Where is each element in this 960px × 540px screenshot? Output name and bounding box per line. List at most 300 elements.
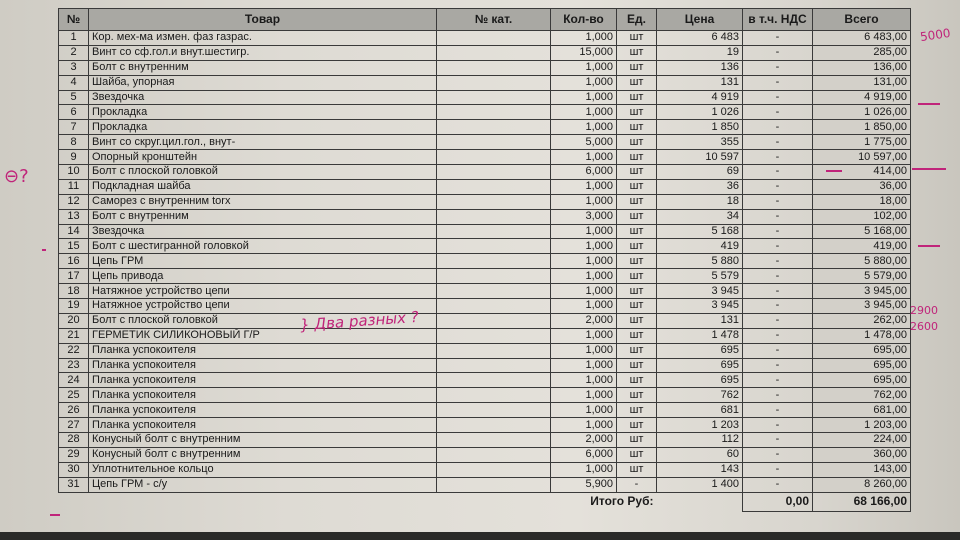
row-number: 27 <box>59 418 89 433</box>
table-row <box>59 299 911 314</box>
header-price: Цена <box>657 9 743 31</box>
row-number: 6 <box>59 105 89 120</box>
line-total: 1 026,00 <box>813 105 911 120</box>
row-number: 8 <box>59 135 89 150</box>
item-name: Прокладка <box>89 120 437 135</box>
line-total: 360,00 <box>813 447 911 462</box>
grand-total-label: Итого Руб: <box>590 494 654 509</box>
unit: шт <box>617 254 657 269</box>
vat: - <box>743 135 813 150</box>
line-total: 5 168,00 <box>813 224 911 239</box>
price: 131 <box>657 75 743 90</box>
handwritten-dash-row31 <box>50 514 60 516</box>
line-total: 695,00 <box>813 343 911 358</box>
quantity: 1,000 <box>551 403 617 418</box>
catalog-number <box>437 224 551 239</box>
line-total: 36,00 <box>813 179 911 194</box>
quantity: 1,000 <box>551 194 617 209</box>
unit: шт <box>617 135 657 150</box>
line-total: 224,00 <box>813 433 911 448</box>
table-row <box>59 284 911 299</box>
table-row <box>59 179 911 194</box>
vat: - <box>743 388 813 403</box>
vat: - <box>743 179 813 194</box>
item-name: Планка успокоителя <box>89 373 437 388</box>
catalog-number <box>437 418 551 433</box>
line-total: 136,00 <box>813 60 911 75</box>
catalog-number <box>437 447 551 462</box>
item-name: Болт с внутренним <box>89 209 437 224</box>
item-name: Натяжное устройство цепи <box>89 299 437 314</box>
row-number: 12 <box>59 194 89 209</box>
unit: шт <box>617 418 657 433</box>
row-number: 1 <box>59 31 89 46</box>
grand-total-vat: 0,00 <box>743 492 813 511</box>
item-name: Уплотнительное кольцо <box>89 462 437 477</box>
item-name: Планка успокоителя <box>89 343 437 358</box>
table-row <box>59 165 911 180</box>
table-row <box>59 105 911 120</box>
catalog-number <box>437 45 551 60</box>
unit: шт <box>617 343 657 358</box>
handwritten-note-2900: 2900 <box>910 304 938 317</box>
grand-total-sum: 68 166,00 <box>813 492 911 511</box>
handwritten-note-5000: 5000 <box>919 25 952 45</box>
unit: шт <box>617 60 657 75</box>
vat: - <box>743 269 813 284</box>
unit: шт <box>617 358 657 373</box>
catalog-number <box>437 299 551 314</box>
handwritten-note-question: ⊖? <box>4 166 29 187</box>
quantity: 1,000 <box>551 60 617 75</box>
table-row <box>59 313 911 328</box>
unit: шт <box>617 403 657 418</box>
quantity: 1,000 <box>551 254 617 269</box>
row-number: 17 <box>59 269 89 284</box>
price: 10 597 <box>657 150 743 165</box>
price: 1 203 <box>657 418 743 433</box>
quantity: 1,000 <box>551 328 617 343</box>
item-name: Конусный болт с внутренним <box>89 433 437 448</box>
line-total: 762,00 <box>813 388 911 403</box>
grand-total-spacer <box>657 492 743 511</box>
unit: шт <box>617 45 657 60</box>
table-row <box>59 224 911 239</box>
quantity: 1,000 <box>551 90 617 105</box>
catalog-number <box>437 194 551 209</box>
price: 695 <box>657 358 743 373</box>
table-row <box>59 328 911 343</box>
price: 3 945 <box>657 284 743 299</box>
catalog-number <box>437 343 551 358</box>
item-name: Планка успокоителя <box>89 388 437 403</box>
catalog-number <box>437 328 551 343</box>
item-name: Опорный кронштейн <box>89 150 437 165</box>
quantity: 6,000 <box>551 447 617 462</box>
table-row <box>59 447 911 462</box>
unit: шт <box>617 373 657 388</box>
vat: - <box>743 209 813 224</box>
line-total: 143,00 <box>813 462 911 477</box>
row-number: 22 <box>59 343 89 358</box>
item-name: Конусный болт с внутренним <box>89 447 437 462</box>
row-number: 24 <box>59 373 89 388</box>
quantity: 2,000 <box>551 313 617 328</box>
unit: шт <box>617 447 657 462</box>
unit: шт <box>617 120 657 135</box>
vat: - <box>743 75 813 90</box>
price: 6 483 <box>657 31 743 46</box>
price: 1 850 <box>657 120 743 135</box>
table-header-row <box>59 9 911 31</box>
quantity: 1,000 <box>551 284 617 299</box>
table-row <box>59 373 911 388</box>
row-number: 9 <box>59 150 89 165</box>
handwritten-note-2600: 2600 <box>910 320 938 333</box>
price: 1 400 <box>657 477 743 492</box>
line-total: 262,00 <box>813 313 911 328</box>
line-total: 4 919,00 <box>813 90 911 105</box>
quantity: 1,000 <box>551 120 617 135</box>
item-name: Планка успокоителя <box>89 418 437 433</box>
line-total: 3 945,00 <box>813 284 911 299</box>
header-qty: Кол-во <box>551 9 617 31</box>
quantity: 3,000 <box>551 209 617 224</box>
catalog-number <box>437 135 551 150</box>
unit: шт <box>617 313 657 328</box>
line-total: 131,00 <box>813 75 911 90</box>
header-total: Всего <box>813 9 911 31</box>
item-name: Планка успокоителя <box>89 358 437 373</box>
table-row <box>59 45 911 60</box>
vat: - <box>743 313 813 328</box>
catalog-number <box>437 358 551 373</box>
quantity: 1,000 <box>551 150 617 165</box>
unit: шт <box>617 31 657 46</box>
row-number: 16 <box>59 254 89 269</box>
row-number: 15 <box>59 239 89 254</box>
item-name: Звездочка <box>89 224 437 239</box>
line-total: 285,00 <box>813 45 911 60</box>
catalog-number <box>437 105 551 120</box>
price: 131 <box>657 313 743 328</box>
table-row <box>59 60 911 75</box>
table-row <box>59 477 911 492</box>
vat: - <box>743 343 813 358</box>
price: 681 <box>657 403 743 418</box>
unit: шт <box>617 75 657 90</box>
price: 136 <box>657 60 743 75</box>
catalog-number <box>437 150 551 165</box>
quantity: 1,000 <box>551 388 617 403</box>
row-number: 2 <box>59 45 89 60</box>
item-name: Болт с плоской головкой <box>89 165 437 180</box>
item-name: Кор. мех-ма измен. фаз газрас. <box>89 31 437 46</box>
vat: - <box>743 373 813 388</box>
quantity: 1,000 <box>551 299 617 314</box>
item-name: Винт со сф.гол.и внут.шестигр. <box>89 45 437 60</box>
row-number: 7 <box>59 120 89 135</box>
table-row <box>59 31 911 46</box>
table-row <box>59 239 911 254</box>
vat: - <box>743 284 813 299</box>
table-row <box>59 403 911 418</box>
line-total: 1 478,00 <box>813 328 911 343</box>
unit: шт <box>617 433 657 448</box>
quantity: 1,000 <box>551 373 617 388</box>
line-total: 5 880,00 <box>813 254 911 269</box>
table-row <box>59 418 911 433</box>
table-row <box>59 254 911 269</box>
vat: - <box>743 433 813 448</box>
item-name: Подкладная шайба <box>89 179 437 194</box>
vat: - <box>743 328 813 343</box>
item-name: Болт с плоской головкой <box>89 313 437 328</box>
row-number: 28 <box>59 433 89 448</box>
price: 36 <box>657 179 743 194</box>
row-number: 19 <box>59 299 89 314</box>
quantity: 15,000 <box>551 45 617 60</box>
unit: шт <box>617 90 657 105</box>
table-row <box>59 75 911 90</box>
item-name: ГЕРМЕТИК СИЛИКОНОВЫЙ Г/Р <box>89 328 437 343</box>
table-row <box>59 433 911 448</box>
catalog-number <box>437 209 551 224</box>
table-row <box>59 135 911 150</box>
vat: - <box>743 403 813 418</box>
vat: - <box>743 477 813 492</box>
grand-total-row <box>59 492 911 511</box>
line-total: 3 945,00 <box>813 299 911 314</box>
catalog-number <box>437 75 551 90</box>
unit: шт <box>617 239 657 254</box>
line-total: 695,00 <box>813 373 911 388</box>
quantity: 1,000 <box>551 418 617 433</box>
price: 112 <box>657 433 743 448</box>
catalog-number <box>437 120 551 135</box>
line-total: 102,00 <box>813 209 911 224</box>
unit: шт <box>617 105 657 120</box>
price: 695 <box>657 343 743 358</box>
row-number: 10 <box>59 165 89 180</box>
catalog-number <box>437 403 551 418</box>
row-number: 23 <box>59 358 89 373</box>
price: 695 <box>657 373 743 388</box>
catalog-number <box>437 313 551 328</box>
price: 69 <box>657 165 743 180</box>
vat: - <box>743 120 813 135</box>
vat: - <box>743 194 813 209</box>
unit: шт <box>617 165 657 180</box>
vat: - <box>743 31 813 46</box>
unit: шт <box>617 299 657 314</box>
table-row <box>59 343 911 358</box>
vat: - <box>743 165 813 180</box>
line-total: 419,00 <box>813 239 911 254</box>
quantity: 1,000 <box>551 358 617 373</box>
item-name: Винт со скруг.цил.гол., внут- <box>89 135 437 150</box>
table-row <box>59 388 911 403</box>
photo-bottom-edge <box>0 532 960 540</box>
quantity: 1,000 <box>551 343 617 358</box>
quantity: 1,000 <box>551 179 617 194</box>
unit: - <box>617 477 657 492</box>
price: 5 880 <box>657 254 743 269</box>
price: 355 <box>657 135 743 150</box>
unit: шт <box>617 224 657 239</box>
vat: - <box>743 418 813 433</box>
item-name: Планка успокоителя <box>89 403 437 418</box>
row-number: 13 <box>59 209 89 224</box>
vat: - <box>743 224 813 239</box>
table-row <box>59 90 911 105</box>
handwritten-dash-row9 <box>912 168 946 170</box>
catalog-number <box>437 90 551 105</box>
table-row <box>59 358 911 373</box>
handwritten-dash-row5 <box>918 103 940 105</box>
row-number: 18 <box>59 284 89 299</box>
quantity: 5,900 <box>551 477 617 492</box>
catalog-number <box>437 179 551 194</box>
vat: - <box>743 462 813 477</box>
item-name: Прокладка <box>89 105 437 120</box>
item-name: Болт с внутренним <box>89 60 437 75</box>
header-item: Товар <box>89 9 437 31</box>
unit: шт <box>617 462 657 477</box>
item-name: Болт с шестигранной головкой <box>89 239 437 254</box>
line-total: 1 775,00 <box>813 135 911 150</box>
quantity: 1,000 <box>551 269 617 284</box>
catalog-number <box>437 433 551 448</box>
price: 19 <box>657 45 743 60</box>
handwritten-dot-row14 <box>42 249 46 251</box>
unit: шт <box>617 328 657 343</box>
catalog-number <box>437 165 551 180</box>
vat: - <box>743 150 813 165</box>
quantity: 2,000 <box>551 433 617 448</box>
table-row <box>59 194 911 209</box>
line-total: 10 597,00 <box>813 150 911 165</box>
line-total: 1 850,00 <box>813 120 911 135</box>
catalog-number <box>437 31 551 46</box>
line-total: 695,00 <box>813 358 911 373</box>
catalog-number <box>437 239 551 254</box>
table-row <box>59 120 911 135</box>
quantity: 5,000 <box>551 135 617 150</box>
handwritten-note-two-different: } Два разных ? <box>299 307 420 335</box>
row-number: 3 <box>59 60 89 75</box>
row-number: 21 <box>59 328 89 343</box>
unit: шт <box>617 150 657 165</box>
quantity: 1,000 <box>551 239 617 254</box>
unit: шт <box>617 388 657 403</box>
price: 419 <box>657 239 743 254</box>
row-number: 14 <box>59 224 89 239</box>
item-name: Цепь ГРМ <box>89 254 437 269</box>
vat: - <box>743 239 813 254</box>
table-row <box>59 462 911 477</box>
line-total: 681,00 <box>813 403 911 418</box>
handwritten-dash-row9-price <box>826 170 842 172</box>
row-number: 26 <box>59 403 89 418</box>
catalog-number <box>437 269 551 284</box>
invoice-table <box>58 8 911 512</box>
vat: - <box>743 90 813 105</box>
catalog-number <box>437 60 551 75</box>
row-number: 5 <box>59 90 89 105</box>
catalog-number <box>437 477 551 492</box>
row-number: 31 <box>59 477 89 492</box>
item-name: Цепь привода <box>89 269 437 284</box>
line-total: 414,00 <box>813 165 911 180</box>
unit: шт <box>617 194 657 209</box>
unit: шт <box>617 209 657 224</box>
vat: - <box>743 358 813 373</box>
price: 1 026 <box>657 105 743 120</box>
item-name: Цепь ГРМ - с/у <box>89 477 437 492</box>
line-total: 1 203,00 <box>813 418 911 433</box>
row-number: 25 <box>59 388 89 403</box>
quantity: 1,000 <box>551 75 617 90</box>
price: 1 478 <box>657 328 743 343</box>
unit: шт <box>617 284 657 299</box>
price: 60 <box>657 447 743 462</box>
header-no: № <box>59 9 89 31</box>
catalog-number <box>437 388 551 403</box>
price: 18 <box>657 194 743 209</box>
catalog-number <box>437 254 551 269</box>
quantity: 1,000 <box>551 105 617 120</box>
line-total: 5 579,00 <box>813 269 911 284</box>
price: 143 <box>657 462 743 477</box>
vat: - <box>743 254 813 269</box>
table-row <box>59 269 911 284</box>
row-number: 29 <box>59 447 89 462</box>
line-total: 18,00 <box>813 194 911 209</box>
header-unit: Ед. <box>617 9 657 31</box>
price: 4 919 <box>657 90 743 105</box>
price: 3 945 <box>657 299 743 314</box>
unit: шт <box>617 179 657 194</box>
catalog-number <box>437 373 551 388</box>
line-total: 8 260,00 <box>813 477 911 492</box>
quantity: 1,000 <box>551 462 617 477</box>
handwritten-dash-row14 <box>918 245 940 247</box>
quantity: 6,000 <box>551 165 617 180</box>
table-row <box>59 209 911 224</box>
vat: - <box>743 299 813 314</box>
row-number: 11 <box>59 179 89 194</box>
header-vat: в т.ч. НДС <box>743 9 813 31</box>
price: 5 168 <box>657 224 743 239</box>
unit: шт <box>617 269 657 284</box>
table-row <box>59 150 911 165</box>
row-number: 30 <box>59 462 89 477</box>
item-name: Звездочка <box>89 90 437 105</box>
quantity: 1,000 <box>551 224 617 239</box>
header-catalog: № кат. <box>437 9 551 31</box>
item-name: Натяжное устройство цепи <box>89 284 437 299</box>
catalog-number <box>437 462 551 477</box>
item-name: Шайба, упорная <box>89 75 437 90</box>
vat: - <box>743 447 813 462</box>
item-name: Саморез с внутренним torx <box>89 194 437 209</box>
price: 34 <box>657 209 743 224</box>
row-number: 20 <box>59 313 89 328</box>
price: 762 <box>657 388 743 403</box>
catalog-number <box>437 284 551 299</box>
vat: - <box>743 60 813 75</box>
